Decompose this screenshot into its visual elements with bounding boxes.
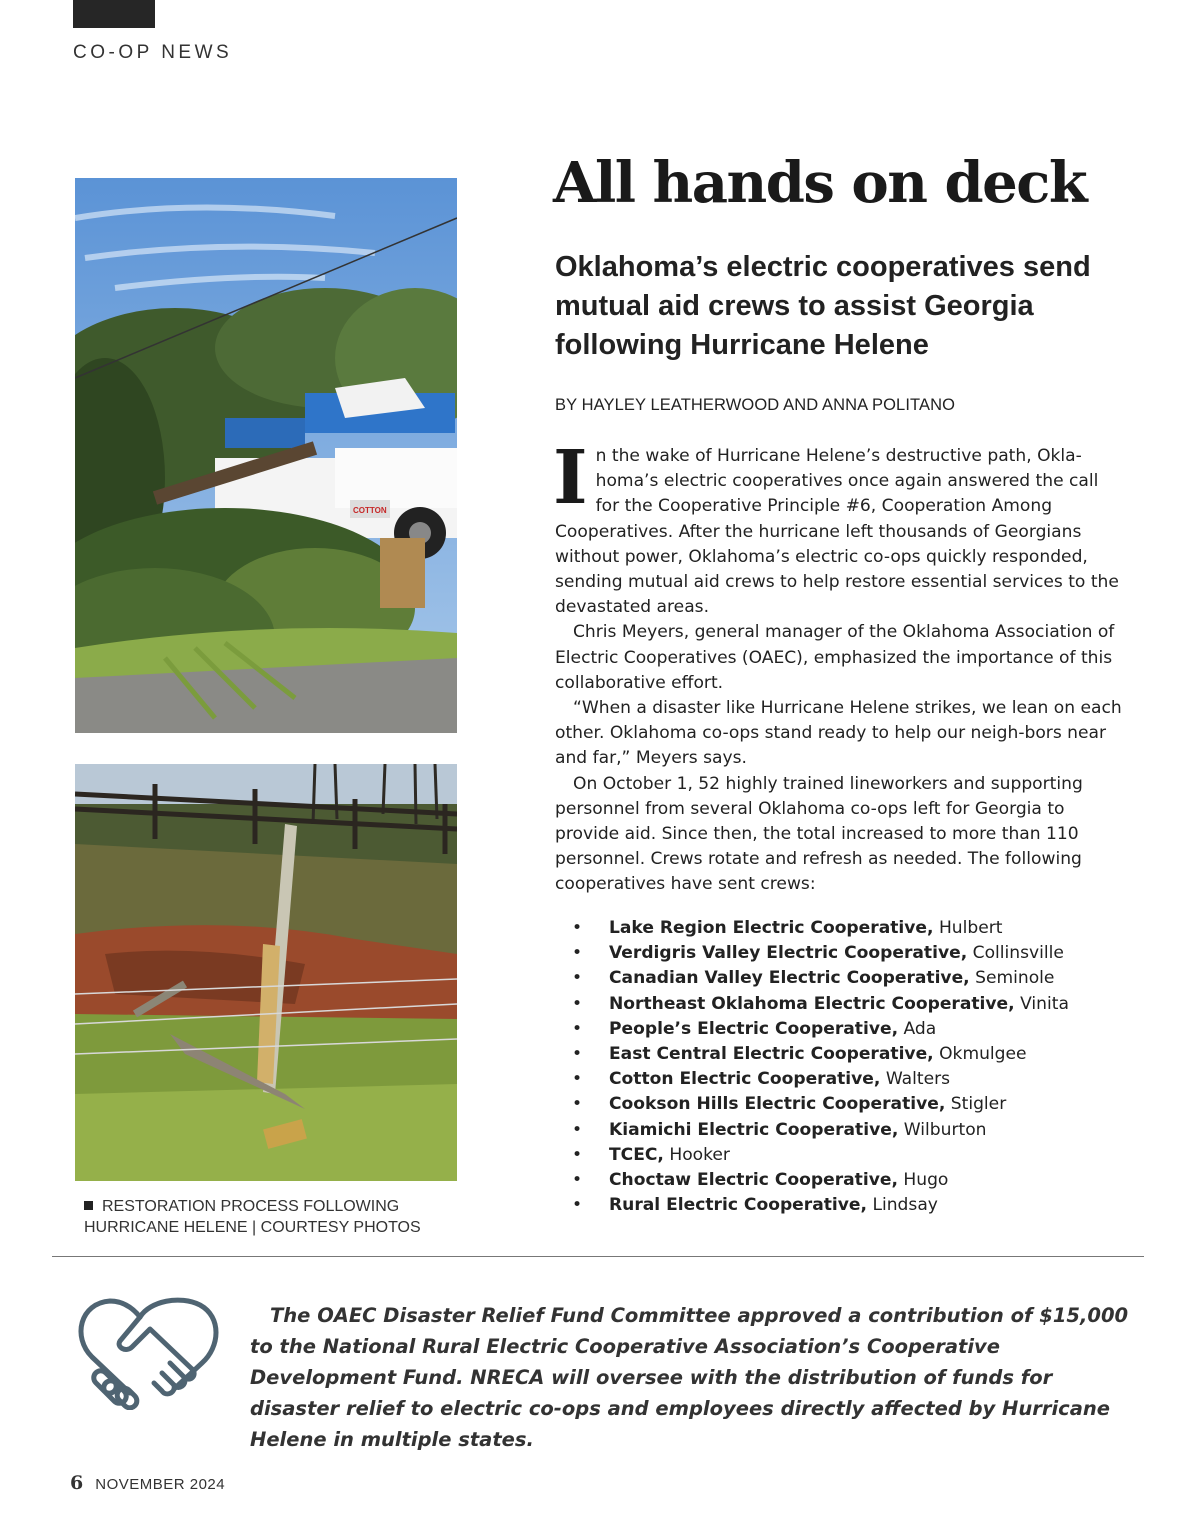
list-item: • Kiamichi Electric Cooperative, Wilburton: [572, 1119, 987, 1140]
photo-bucket-truck: [75, 178, 457, 733]
list-item: • Verdigris Valley Electric Cooperative, Collinsville: [572, 943, 1064, 964]
paragraph-1-text: n the wake of Hurricane Helene’s destructive path, Okla-homa’s electric cooperatives once again answered the call for the Cooperative Principle #6, Cooperation Among Cooperatives. After the hurricane left thousands of Georgians without power, Oklahoma’s electric co-ops quickly responded, sending mutual aid crews to help restore essential services to the devastated areas.: [555, 446, 1119, 618]
caption-square-icon: [84, 1201, 93, 1210]
list-item: • East Central Electric Cooperative, Okmulgee: [572, 1044, 1027, 1065]
drop-cap: I: [553, 435, 588, 521]
paragraph-2: Chris Meyers, general manager of the Oklahoma Association of Electric Cooperatives (OAEC), emphasized the importance of this collaborative effort.: [555, 622, 1115, 693]
article-subtitle: Oklahoma’s electric cooperatives send mutual aid crews to assist Georgia following Hurricane Helene: [555, 251, 1091, 361]
list-item: • TCEC, Hooker: [572, 1144, 730, 1165]
list-item: • Rural Electric Cooperative, Lindsay: [572, 1195, 938, 1216]
page-number: 6: [70, 1472, 84, 1494]
page-footer: [70, 1472, 225, 1494]
section-label: CO-OP NEWS: [73, 42, 233, 63]
photo-broken-pole: [75, 764, 457, 1181]
photo-caption: [84, 1196, 464, 1238]
cooperative-list: [572, 916, 1069, 1218]
top-color-bar: [73, 0, 155, 28]
list-item: • Canadian Valley Electric Cooperative, Seminole: [572, 968, 1055, 989]
list-item: • Choctaw Electric Cooperative, Hugo: [572, 1170, 949, 1191]
paragraph-3: “When a disaster like Hurricane Helene strikes, we lean on each other. Oklahoma co-ops stand ready to help our neigh-bors near and far,” Meyers says.: [555, 698, 1122, 769]
paragraph-1: [553, 435, 1127, 620]
handshake-heart-icon: [70, 1295, 240, 1410]
list-item: • Northeast Oklahoma Electric Cooperative, Vinita: [572, 993, 1069, 1014]
list-item: • People’s Electric Cooperative, Ada: [572, 1018, 937, 1039]
article-title: All hands on deck: [553, 150, 1087, 216]
section-divider: [52, 1256, 1144, 1257]
caption-text: RESTORATION PROCESS FOLLOWING HURRICANE HELENE | COURTESY PHOTOS: [84, 1198, 421, 1236]
paragraph-4: On October 1, 52 highly trained lineworkers and supporting personnel from several Oklahoma co-ops left for Georgia to provide aid. Since then, the total increased to more than 110 personnel. Crews rotate and refresh as needed. The following cooperatives have sent crews:: [555, 773, 1083, 895]
truck-label: COTTON: [353, 506, 387, 515]
list-item: • Cotton Electric Cooperative, Walters: [572, 1069, 951, 1090]
list-item: • Cookson Hills Electric Cooperative, Stigler: [572, 1094, 1007, 1115]
issue-date: NOVEMBER 2024: [95, 1476, 226, 1493]
byline: BY HAYLEY LEATHERWOOD AND ANNA POLITANO: [555, 396, 956, 414]
list-item: • Lake Region Electric Cooperative, Hulbert: [572, 918, 1003, 938]
callout-text: The OAEC Disaster Relief Fund Committee approved a contribution of $15,000 to the National Rural Electric Cooperative Association’s Cooperative Development Fund. NRECA will oversee with the distribution of funds for disaster relief to electric co-ops and employees directly affected by Hurricane Helene in multiple states.: [250, 1304, 1129, 1451]
article-body: [553, 435, 1127, 898]
